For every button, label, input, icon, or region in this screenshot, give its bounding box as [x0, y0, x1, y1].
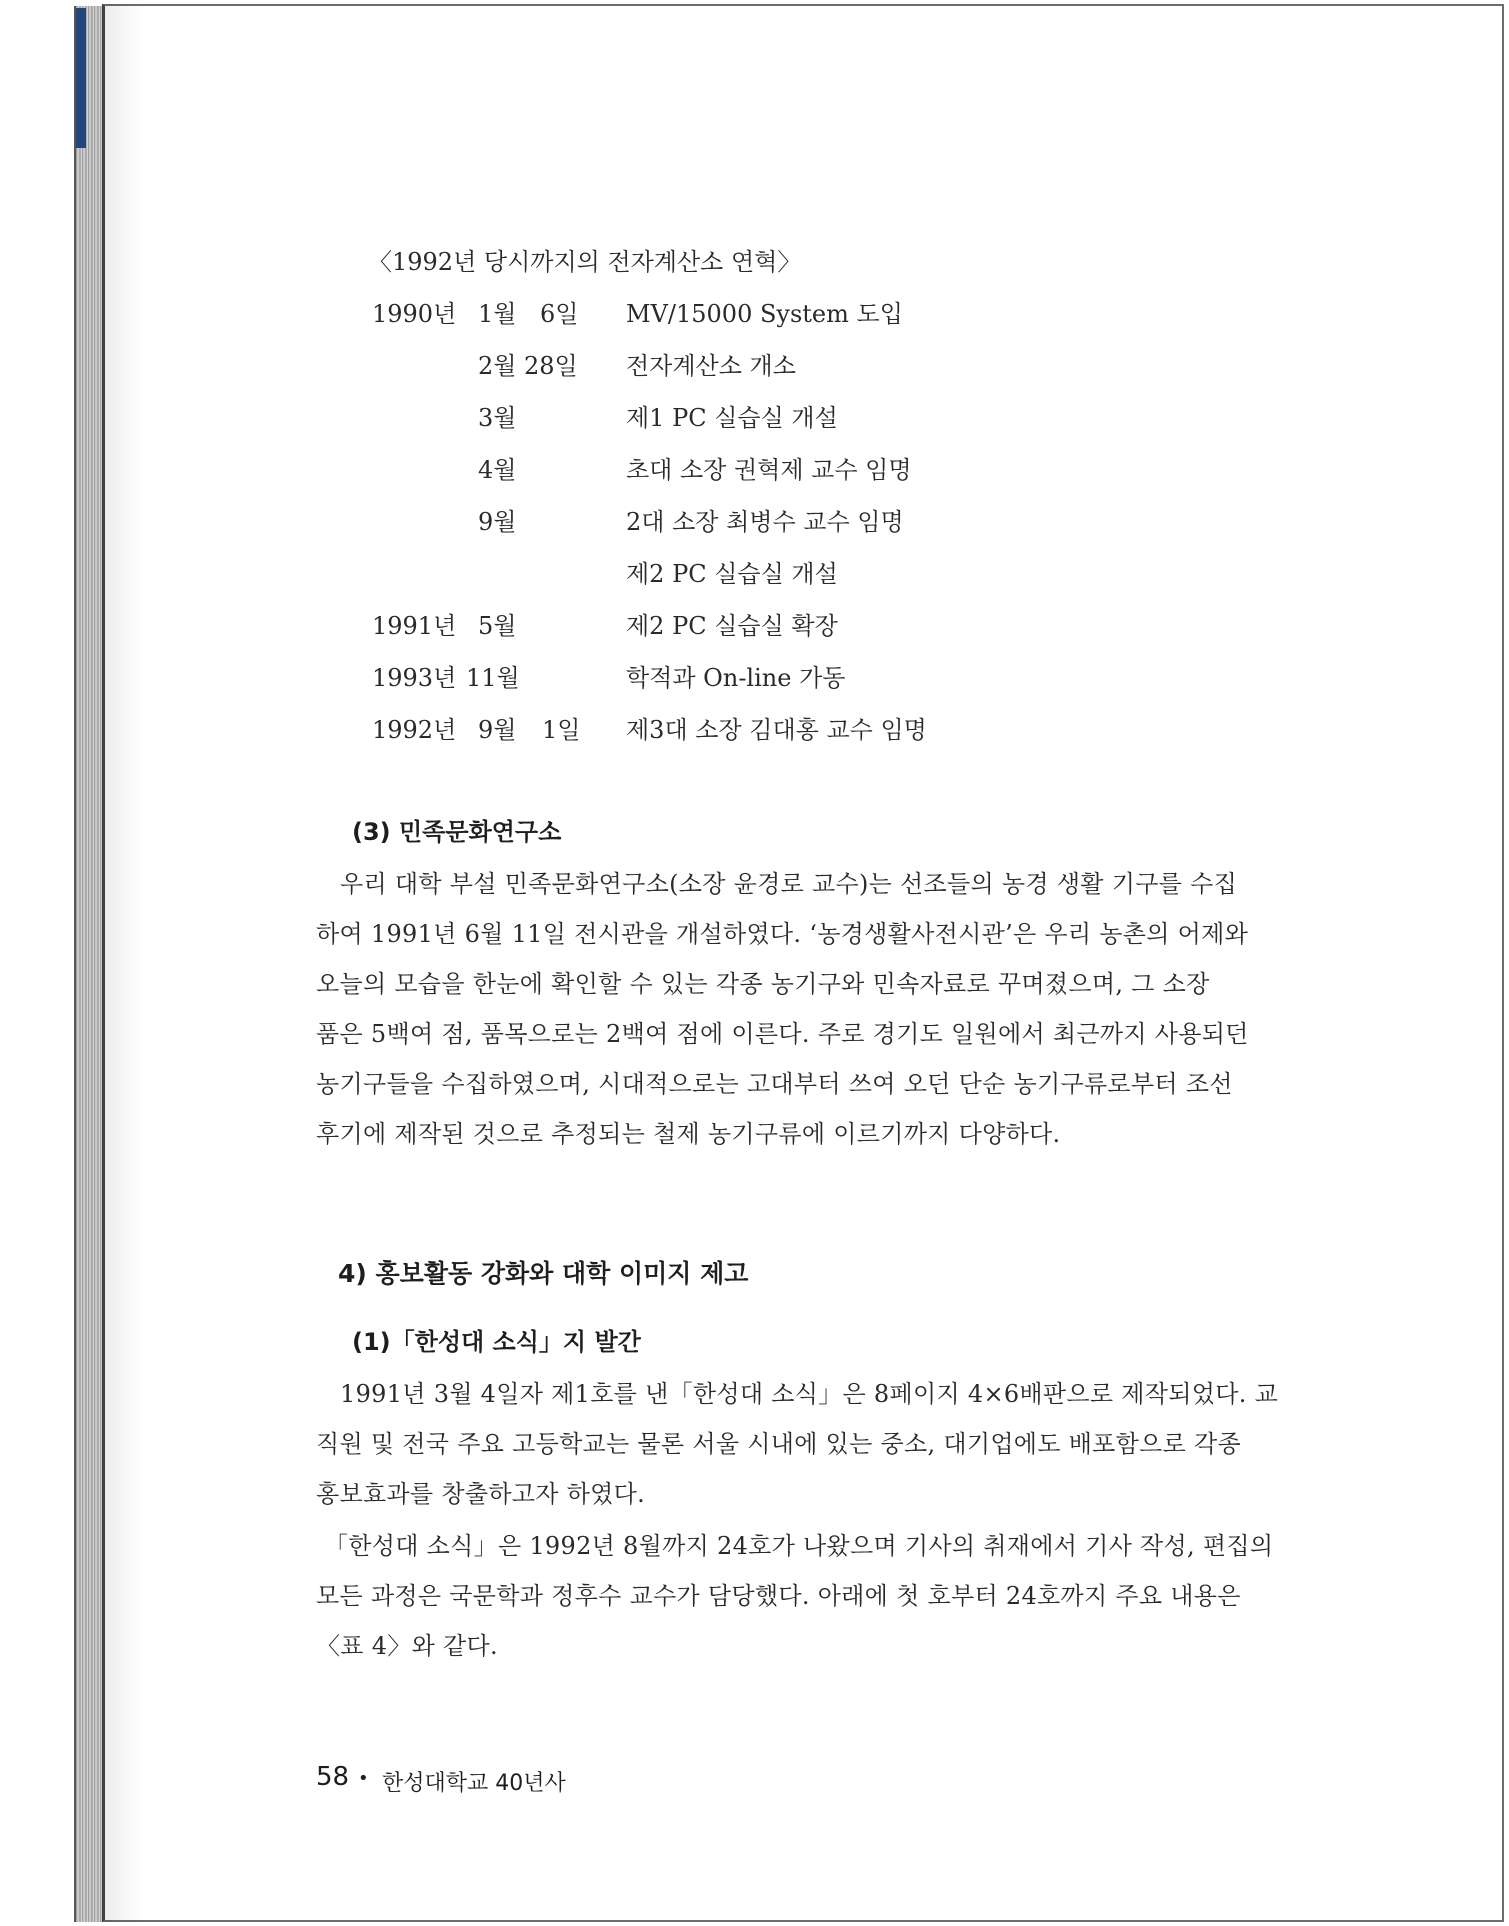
timeline-year: 1991년 [372, 612, 457, 640]
subsection-heading-newsletter: (1)「한성대 소식」지 발간 [352, 1328, 641, 1356]
paragraph-line: 홍보효과를 창출하고자 하였다. [316, 1480, 646, 1508]
paragraph-line: 〈표 4〉와 같다. [316, 1632, 498, 1660]
timeline-day: 6일 [540, 300, 579, 328]
section-heading-promotion: 4) 홍보활동 강화와 대학 이미지 제고 [338, 1259, 749, 1288]
timeline-event: 제2 PC 실습실 확장 [626, 612, 838, 640]
footer-bullet: • [358, 1768, 369, 1789]
paragraph-line: 「한성대 소식」은 1992년 8월까지 24호가 나왔으며 기사의 취재에서 기사 작성, 편집의 [324, 1532, 1274, 1560]
paragraph-line: 농기구들을 수집하였으며, 시대적으로는 고대부터 쓰여 오던 단순 농기구류로부터 조선 [316, 1070, 1233, 1098]
timeline-month: 9월 [478, 716, 517, 744]
timeline-year: 1990년 [372, 300, 457, 328]
page-gutter-shadow [102, 4, 142, 1922]
timeline-event: MV/15000 System 도입 [626, 300, 903, 328]
timeline-caption: 〈1992년 당시까지의 전자계산소 연혁〉 [368, 248, 802, 276]
paragraph-line: 하여 1991년 6월 11일 전시관을 개설하였다. ‘농경생활사전시관’은 우리 농촌의 어제와 [316, 920, 1249, 948]
paragraph-line: 후기에 제작된 것으로 추정되는 철제 농기구류에 이르기까지 다양하다. [316, 1120, 1061, 1148]
book-spine-accent [76, 8, 86, 148]
timeline-event: 초대 소장 권혁제 교수 임명 [626, 456, 912, 484]
timeline-month: 9월 [478, 508, 517, 536]
timeline-event: 제3대 소장 김대홍 교수 임명 [626, 716, 927, 744]
paragraph-line: 모든 과정은 국문학과 정후수 교수가 담당했다. 아래에 첫 호부터 24호까지 주요 내용은 [316, 1582, 1241, 1610]
paragraph-line: 우리 대학 부설 민족문화연구소(소장 윤경로 교수)는 선조들의 농경 생활 기구를 수집 [340, 870, 1238, 898]
book-title: 한성대학교 40년사 [382, 1771, 566, 1796]
timeline-event: 제2 PC 실습실 개설 [626, 560, 838, 588]
timeline-month: 3월 [478, 404, 517, 432]
paragraph-line: 오늘의 모습을 한눈에 확인할 수 있는 각종 농기구와 민속자료로 꾸며졌으며, 그 소장 [316, 970, 1210, 998]
timeline-year: 1993년 [372, 664, 457, 692]
timeline-month: 2월 [478, 352, 517, 380]
paragraph-line: 품은 5백여 점, 품목으로는 2백여 점에 이른다. 주로 경기도 일원에서 최근까지 사용되던 [316, 1020, 1249, 1048]
timeline-month: 5월 [478, 612, 517, 640]
timeline-day: 28일 [524, 352, 578, 380]
timeline-month: 4월 [478, 456, 517, 484]
timeline-event: 학적과 On-line 가동 [626, 664, 846, 692]
timeline-event: 2대 소장 최병수 교수 임명 [626, 508, 904, 536]
timeline-event: 제1 PC 실습실 개설 [626, 404, 838, 432]
page-paper [102, 4, 1504, 1922]
timeline-day: 1일 [542, 716, 581, 744]
timeline-event: 전자계산소 개소 [626, 352, 796, 380]
page-number: 58 [316, 1762, 350, 1792]
timeline-month: 1월 [478, 300, 517, 328]
timeline-year: 1992년 [372, 716, 457, 744]
timeline-month: 11월 [466, 664, 520, 692]
section-heading-folk-culture: (3) 민족문화연구소 [352, 818, 562, 846]
paragraph-line: 1991년 3월 4일자 제1호를 낸「한성대 소식」은 8페이지 4×6배판으로 제작되었다. 교 [340, 1380, 1279, 1408]
paragraph-line: 직원 및 전국 주요 고등학교는 물론 서울 시내에 있는 중소, 대기업에도 배포함으로 각종 [316, 1430, 1242, 1458]
